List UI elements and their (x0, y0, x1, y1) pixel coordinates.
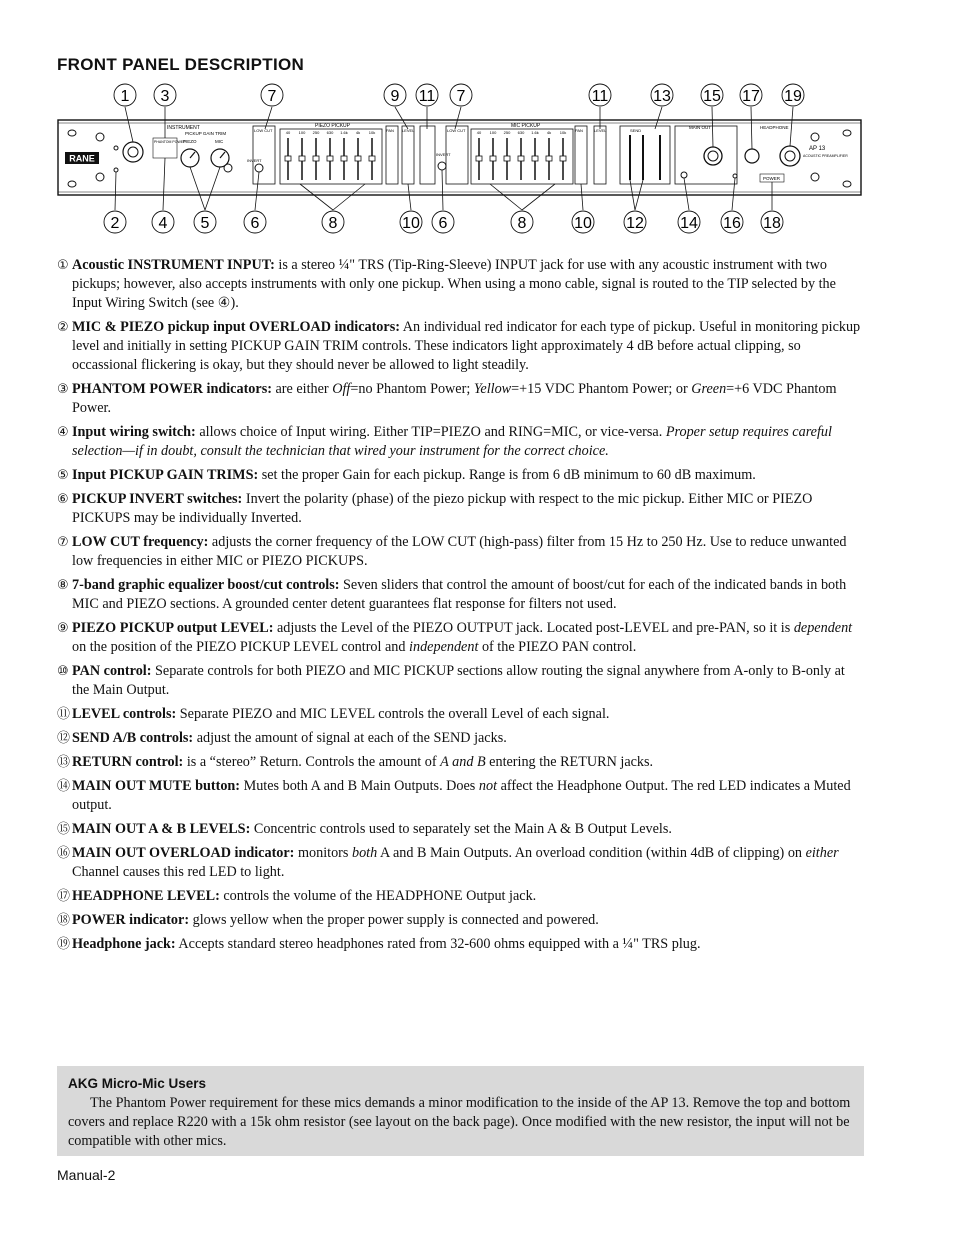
item-label: MAIN OUT A & B LEVELS: (72, 821, 251, 837)
callout-top-number: 9 (390, 88, 400, 105)
eq-slider-knob (285, 156, 291, 161)
item-text: is a stereo ¼" TRS (Tip-Ring-Sleeve) INPUT jack for use with any acoustic instrument with two pickups; however, also accepts instruments with only one pickup. When using a mono cable, signal is routed to the TIP selected by the Input Wiring Switch (see ④). (72, 257, 836, 311)
callout-bottom-number: 6 (250, 215, 260, 232)
item-text: Concentric controls used to separately set the Main A & B Output Levels. (250, 821, 672, 837)
eq-band-label: 630 (517, 130, 525, 135)
label-model-sub: ACOUSTIC PREAMPLIFIER (803, 154, 848, 158)
callout-bottom-number: 16 (723, 215, 741, 232)
note-text: The Phantom Power requirement for these mics demands a minor modification to the inside of the AP 13. Remove the top and bottom covers and replace R220 with a 15k ohm resistor (see layout on the back page). Once modified with the new resistor, the input will not be compatible with other mics. (68, 1095, 851, 1149)
item-text: glows yellow when the proper power supply is connected and powered. (189, 912, 599, 928)
eq-slider-knob (490, 156, 496, 161)
item-label: MAIN OUT OVERLOAD indicator: (72, 845, 295, 861)
description-item (57, 619, 865, 657)
eq-slider-knob (476, 156, 482, 161)
item-number: ⑲ (57, 937, 71, 952)
description-item (57, 753, 865, 772)
eq-slider-knob (355, 156, 361, 161)
callout-top-number: 13 (653, 88, 671, 105)
item-text: A and B Main Outputs. An overload condition (within 4dB of clipping) on (377, 845, 806, 861)
item-label: PHANTOM POWER indicators: (72, 381, 272, 397)
item-text: Mutes both A and B Main Outputs. Does (240, 778, 479, 794)
item-text: Seven sliders that control the amount of boost/cut for each of the indicated bands in both MIC and PIEZO sections. A grounded center detent guarantees flat response for filters not used. (72, 577, 847, 612)
eq-slider-knob (313, 156, 319, 161)
item-text: adjust the amount of signal at each of the SEND jacks. (193, 730, 507, 746)
description-item (57, 844, 865, 882)
item-label: PICKUP INVERT switches: (72, 491, 243, 507)
callout-bottom-number: 4 (158, 215, 168, 232)
description-item (57, 576, 865, 614)
description-item (57, 256, 865, 313)
callout-bottom-number: 10 (574, 215, 592, 232)
callout-top-number: 1 (120, 88, 130, 105)
item-number: ① (57, 258, 69, 273)
callout-bottom-number: 12 (626, 215, 644, 232)
item-text: Off (332, 381, 351, 397)
eq-slider-knob (299, 156, 305, 161)
eq-slider-knob (327, 156, 333, 161)
item-text: set the proper Gain for each pickup. Range is from 6 dB minimum to 60 dB maximum. (258, 467, 756, 483)
eq-band-label: 1.6k (531, 130, 539, 135)
item-label: SEND A/B controls: (72, 730, 194, 746)
item-text: on the position of the PIEZO PICKUP LEVEL control and (72, 639, 410, 655)
label-mic-pickup: MIC PICKUP (511, 123, 541, 129)
eq-slider-knob (504, 156, 510, 161)
description-item (57, 911, 865, 930)
item-label: POWER indicator: (72, 912, 190, 928)
item-text: affect the Headphone Output. The red LED indicates a Muted output. (72, 778, 851, 813)
description-item (57, 490, 865, 528)
front-panel-diagram (55, 80, 865, 240)
label-mic: MIC (215, 139, 224, 144)
description-item (57, 729, 865, 748)
item-number: ⑱ (57, 913, 71, 928)
description-item (57, 380, 865, 418)
eq-band-label: 630 (326, 130, 334, 135)
item-list (57, 256, 865, 959)
item-label: Input wiring switch: (72, 424, 196, 440)
eq-slider-knob (518, 156, 524, 161)
callout-top-number: 17 (742, 88, 760, 105)
description-item (57, 662, 865, 700)
eq-band-label: 250 (503, 130, 511, 135)
description-item (57, 466, 865, 485)
item-number: ⑧ (57, 578, 69, 593)
callout-top-number: 19 (784, 88, 802, 105)
item-text: adjusts the corner frequency of the LOW CUT (high-pass) filter from 15 Hz to 250 Hz. Use to reduce unwanted low frequencies in either MIC or PIEZO PICKUPS. (72, 534, 847, 569)
item-text: monitors (294, 845, 352, 861)
item-text: dependent (793, 620, 853, 636)
item-text: of the PIEZO PAN control. (478, 639, 637, 655)
eq-slider-knob (560, 156, 566, 161)
item-label: Headphone jack: (72, 936, 176, 952)
item-text: Channel causes this red LED to light. (72, 864, 285, 880)
item-label: LOW CUT frequency: (72, 534, 209, 550)
label-model: AP 13 (809, 146, 826, 152)
item-number: ⑬ (57, 755, 71, 770)
description-item (57, 887, 865, 906)
label-pan-1: PAN (386, 128, 394, 133)
note-title: AKG Micro-Mic Users (68, 1076, 207, 1091)
item-number: ⑰ (57, 889, 71, 904)
label-piezo-pickup: PIEZO PICKUP (315, 123, 351, 129)
callout-bottom-number: 6 (438, 215, 448, 232)
callout-top-number: 7 (267, 88, 277, 105)
label-invert-1: INVERT (247, 158, 262, 163)
item-text: entering the RETURN jacks. (485, 754, 654, 770)
callout-bottom-number: 18 (763, 215, 781, 232)
callout-bottom-number: 8 (517, 215, 527, 232)
item-number: ⑩ (57, 664, 69, 679)
eq-band-label: 10k (368, 130, 376, 135)
callout-bottom-number: 14 (680, 215, 698, 232)
item-text: =no Phantom Power; (350, 381, 474, 397)
eq-slider-knob (532, 156, 538, 161)
description-item (57, 820, 865, 839)
label-main-out: MAIN OUT (689, 125, 711, 130)
item-text: are either (271, 381, 333, 397)
item-label: MIC & PIEZO pickup input OVERLOAD indicators: (72, 319, 400, 335)
item-text: adjusts the Level of the PIEZO OUTPUT jack. Located post-LEVEL and pre-PAN, so it is (273, 620, 794, 636)
item-label: HEADPHONE LEVEL: (72, 888, 220, 904)
item-text: either (805, 845, 839, 861)
item-text: Accepts standard stereo headphones rated from 32-600 ohms equipped with a ¼" TRS plug. (175, 936, 701, 952)
label-piezo: PIEZO (183, 139, 197, 144)
item-number: ⑮ (57, 822, 71, 837)
item-number: ⑤ (57, 468, 69, 483)
item-text: Invert the polarity (phase) of the piezo pickup with respect to the mic pickup. Either MIC or PIEZO PICKUPS may be individually Inverted. (72, 491, 813, 526)
callout-top-number: 11 (418, 88, 436, 105)
callout-top-number: 7 (456, 88, 466, 105)
rack-panel (58, 120, 861, 195)
item-text: Yellow (473, 381, 512, 397)
item-label: PAN control: (72, 663, 152, 679)
item-text: An individual red indicator for each type of pickup. Useful in monitoring pickup level and initially in setting PICKUP GAIN TRIM controls. These indicators light approximately 4 dB before actual clipping, so occassional flickering is okay, but they should never be allowed to light steadily. (72, 319, 861, 373)
item-text: is a “stereo” Return. Controls the amount of (183, 754, 441, 770)
eq-slider-knob (546, 156, 552, 161)
description-item (57, 935, 865, 954)
callout-bottom-number: 8 (328, 215, 338, 232)
page-title: FRONT PANEL DESCRIPTION (57, 55, 305, 74)
item-number: ③ (57, 382, 69, 397)
item-number: ⑭ (57, 779, 71, 794)
eq-slider-knob (369, 156, 375, 161)
item-text: Separate controls for both PIEZO and MIC PICKUP sections allow routing the signal anywhere from A-only to B-only at the Main Output. (72, 663, 845, 698)
label-pickup-gain-trim: PICKUP GAIN TRIM (185, 131, 227, 136)
eq-band-label: 10k (559, 130, 567, 135)
eq-band-label: 40 (476, 130, 482, 135)
item-label: Input PICKUP GAIN TRIMS: (72, 467, 259, 483)
description-item (57, 705, 865, 724)
item-number: ② (57, 320, 69, 335)
description-item (57, 318, 865, 375)
item-label: PIEZO PICKUP output LEVEL: (72, 620, 274, 636)
callout-top-number: 11 (591, 88, 609, 105)
item-text: Proper setup requires careful selection—if in doubt, consult the technician that wired your instrument for the correct choice. (72, 424, 832, 459)
item-number: ⑥ (57, 492, 69, 507)
description-item (57, 423, 865, 461)
item-text: Green (691, 381, 727, 397)
item-text: independent (409, 639, 479, 655)
label-headphone: HEADPHONE (760, 125, 789, 130)
eq-band-label: 40 (285, 130, 291, 135)
eq-band-label: 1.6k (340, 130, 348, 135)
callout-bottom-number: 2 (110, 215, 120, 232)
label-pan-2: PAN (575, 128, 583, 133)
callout-top-number: 15 (703, 88, 721, 105)
item-label: 7-band graphic equalizer boost/cut controls: (72, 577, 340, 593)
description-item (57, 533, 865, 571)
label-power: POWER (763, 176, 781, 181)
label-level-2: LEVEL (594, 128, 607, 133)
label-instrument: INSTRUMENT (167, 125, 200, 131)
label-phantom-power: PHANTOM POWER (154, 140, 186, 144)
callout-bottom-number: 5 (200, 215, 210, 232)
label-low-cut-1: LOW CUT (254, 128, 273, 133)
item-text: allows choice of Input wiring. Either TIP=PIEZO and RING=MIC, or vice-versa. (195, 424, 666, 440)
eq-band-label: 4k (546, 130, 552, 135)
page-footer: Manual-2 (57, 1167, 116, 1183)
item-label: LEVEL controls: (72, 706, 177, 722)
eq-slider-knob (341, 156, 347, 161)
eq-band-label: 100 (489, 130, 497, 135)
item-text: not (478, 778, 498, 794)
eq-band-label: 4k (355, 130, 361, 135)
item-text: Separate PIEZO and MIC LEVEL controls the overall Level of each signal. (176, 706, 610, 722)
logo-text: RANE (69, 153, 95, 164)
item-text: A and B (440, 754, 486, 770)
label-level-1: LEVEL (402, 128, 415, 133)
item-label: MAIN OUT MUTE button: (72, 778, 241, 794)
item-number: ⑪ (57, 707, 71, 722)
callout-bottom-number: 10 (402, 215, 420, 232)
item-label: Acoustic INSTRUMENT INPUT: (72, 257, 275, 273)
item-number: ④ (57, 425, 69, 440)
item-number: ⑨ (57, 621, 69, 636)
eq-band-label: 250 (312, 130, 320, 135)
eq-band-label: 100 (298, 130, 306, 135)
description-item (57, 777, 865, 815)
item-number: ⑦ (57, 535, 69, 550)
note-box (57, 1066, 864, 1156)
label-invert-2: INVERT (436, 152, 451, 157)
item-number: ⑯ (57, 846, 71, 861)
item-text: =+6 VDC Phantom Power. (72, 381, 837, 416)
item-number: ⑫ (57, 731, 71, 746)
label-low-cut-2: LOW CUT (447, 128, 466, 133)
item-text: controls the volume of the HEADPHONE Output jack. (219, 888, 537, 904)
item-label: RETURN control: (72, 754, 184, 770)
label-send: SEND (630, 128, 642, 133)
item-text: both (351, 845, 378, 861)
callout-top-number: 3 (160, 88, 170, 105)
item-text: =+15 VDC Phantom Power; or (511, 381, 692, 397)
